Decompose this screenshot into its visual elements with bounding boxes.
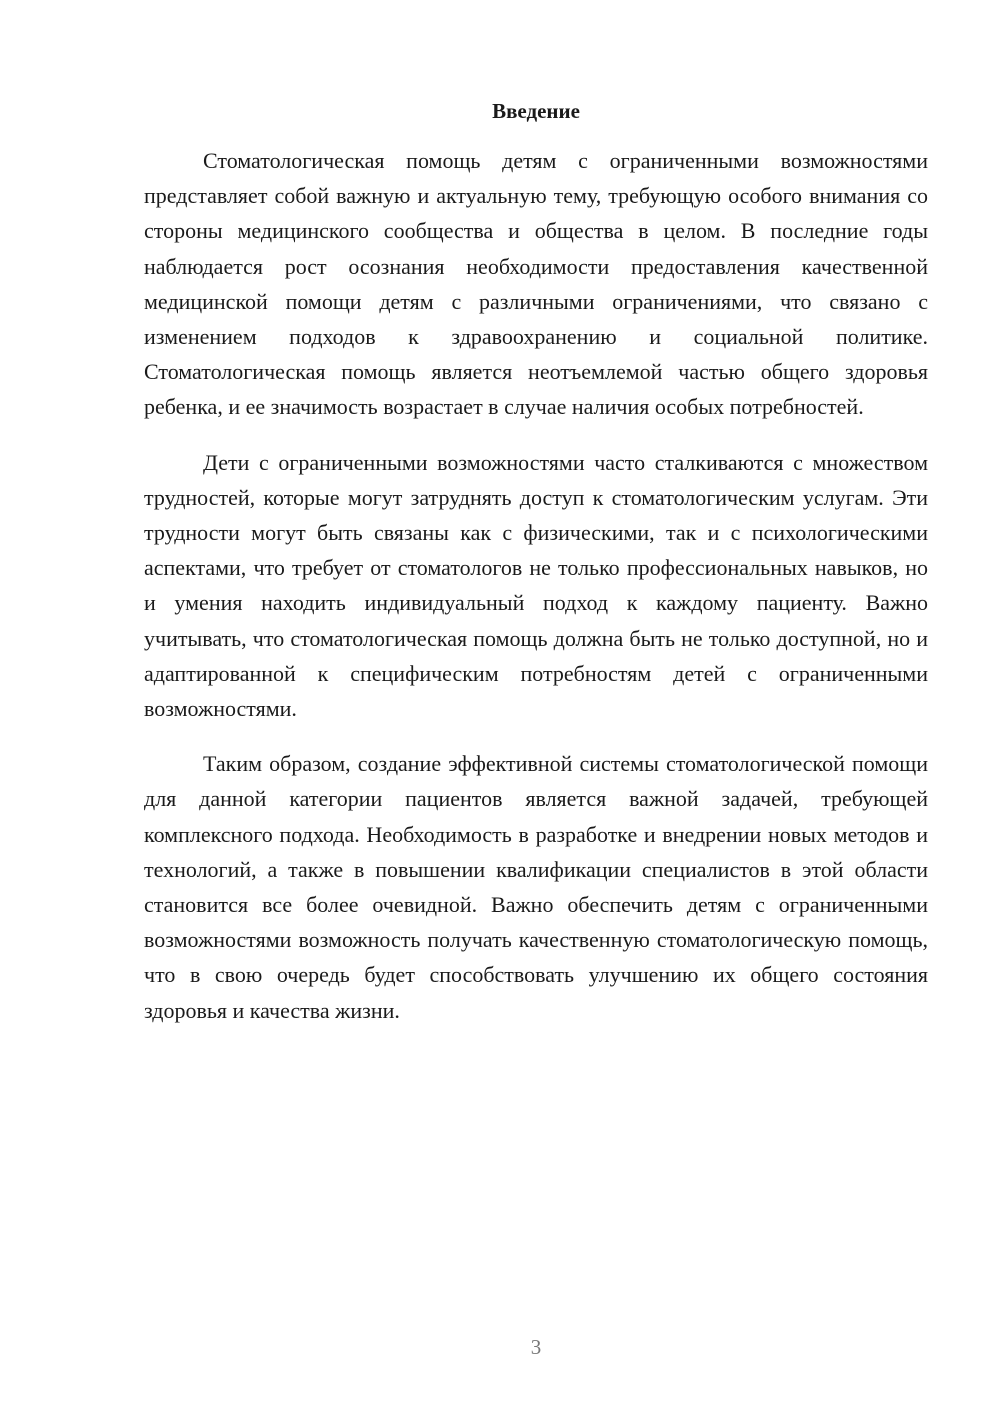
paragraph-intro: Стоматологическая помощь детям с ограниченными возможностями представляет собой важную и актуальную тему, требующую особого внимания со стороны медицинского сообщества и общества в целом. В последние годы наблюдается рост осознания необходимости предоставления качественной медицинской помощи детям с различными ограничениями, что связано с изменением подходов к здравоохранению и социальной политике. Стоматологическая помощь является неотъемлемой частью общего здоровья ребенка, и ее значимость возрастает в случае наличия особых потребностей. [144,148,928,420]
paragraph-difficulties: Дети с ограниченными возможностями часто сталкиваются с множеством трудностей, которые могут затруднять доступ к стоматологическим услугам. Эти трудности могут быть связаны как с физическими, так и с психологическими аспектами, что требует от стоматологов не только профессиональных навыков, но и умения находить индивидуальный подход к каждому пациенту. Важно учитывать, что стоматологическая помощь должна быть не только доступной, но и адаптированной к специфическим потребностям детей с ограниченными возможностями. [144,449,928,722]
body-text [144,143,928,1048]
page-number: 3 [530,1335,542,1359]
section-heading: Введение [492,99,580,123]
paragraph-conclusion: Таким образом, создание эффективной системы стоматологической помощи для данной категории пациентов является важной задачей, требующей комплексного подхода. Необходимость в разработке и внедрении новых методов и технологий, а также в повышении квалификации специалистов в этой области становится все более очевидной. Важно обеспечить детям с ограниченными возможностями возможность получать качественную стоматологическую помощь, что в свою очередь будет способствовать улучшению их общего состояния здоровья и качества жизни. [144,751,928,1023]
